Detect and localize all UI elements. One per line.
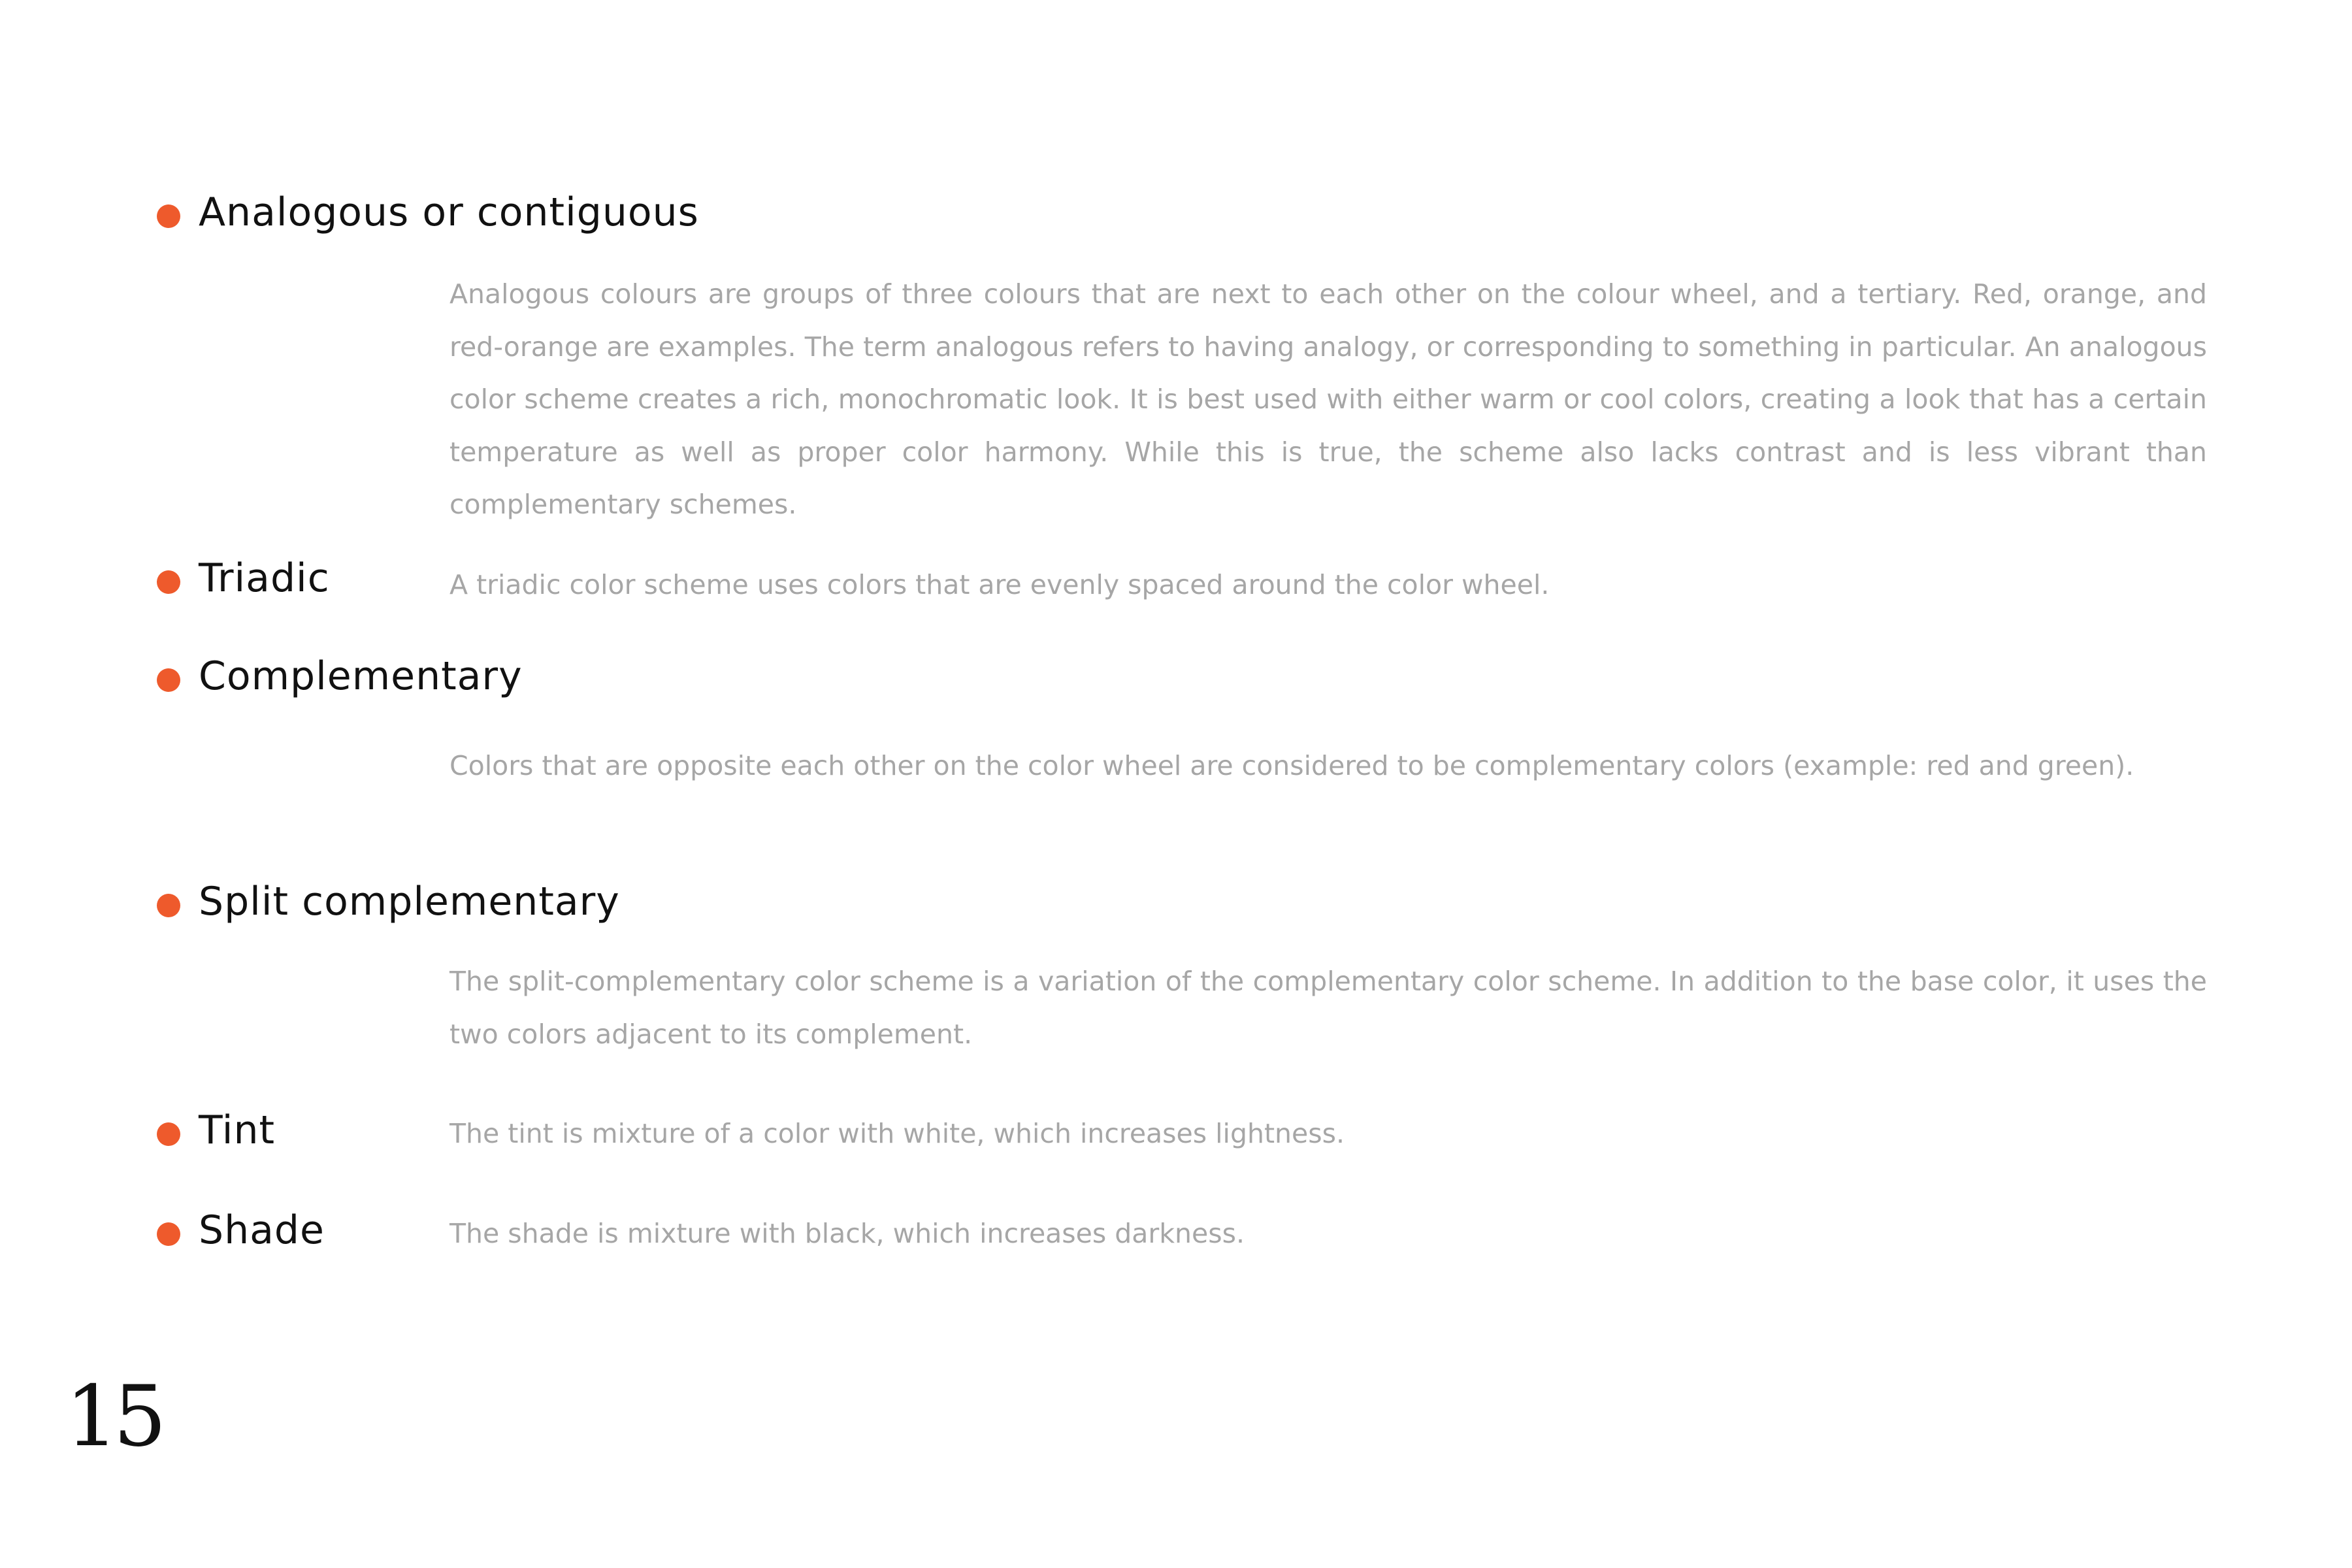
term-split-complementary xyxy=(157,879,620,924)
description-split-complementary: The split-complementary color scheme is a variation of the complementary color scheme. In addition to the base color, it uses the two colors adjacent to its complement. xyxy=(449,966,2207,1050)
term-triadic xyxy=(157,555,330,601)
term-tint xyxy=(157,1107,275,1153)
bullet-icon xyxy=(157,894,180,917)
description-shade: The shade is mixture with black, which increases darkness. xyxy=(449,1218,1245,1249)
description-tint: The tint is mixture of a color with white, which increases lightness. xyxy=(449,1118,1345,1149)
term-label: Triadic xyxy=(199,555,330,601)
term-label: Tint xyxy=(199,1107,276,1153)
term-label: Split complementary xyxy=(199,879,620,924)
bullet-icon xyxy=(157,204,180,228)
bullet-icon xyxy=(157,1222,180,1246)
term-analogous xyxy=(157,189,699,235)
term-complementary xyxy=(157,653,523,699)
term-label: Complementary xyxy=(199,653,523,699)
bullet-icon xyxy=(157,668,180,692)
term-label: Shade xyxy=(199,1207,325,1253)
description-triadic: A triadic color scheme uses colors that are evenly spaced around the color wheel. xyxy=(449,569,1550,600)
description-analogous: Analogous colours are groups of three colours that are next to each other on the colour wheel, and a tertiary. Red, orange, and red-orange are examples. The term analogous refers to having analogy, or corresponding to something in particular. An analogous color scheme creates a rich, monochromatic look. It is best used with either warm or cool colors, creating a look that has a certain temperature as well as proper color harmony. While this is true, the scheme also lacks contrast and is less vibrant than complementary schemes. xyxy=(449,278,2207,520)
term-label: Analogous or contiguous xyxy=(199,189,699,235)
term-shade xyxy=(157,1207,325,1253)
description-complementary: Colors that are opposite each other on the color wheel are considered to be complementary colors (example: red and green). xyxy=(449,750,2134,781)
bullet-icon xyxy=(157,1122,180,1146)
page-number: 15 xyxy=(65,1368,161,1465)
bullet-icon xyxy=(157,570,180,594)
